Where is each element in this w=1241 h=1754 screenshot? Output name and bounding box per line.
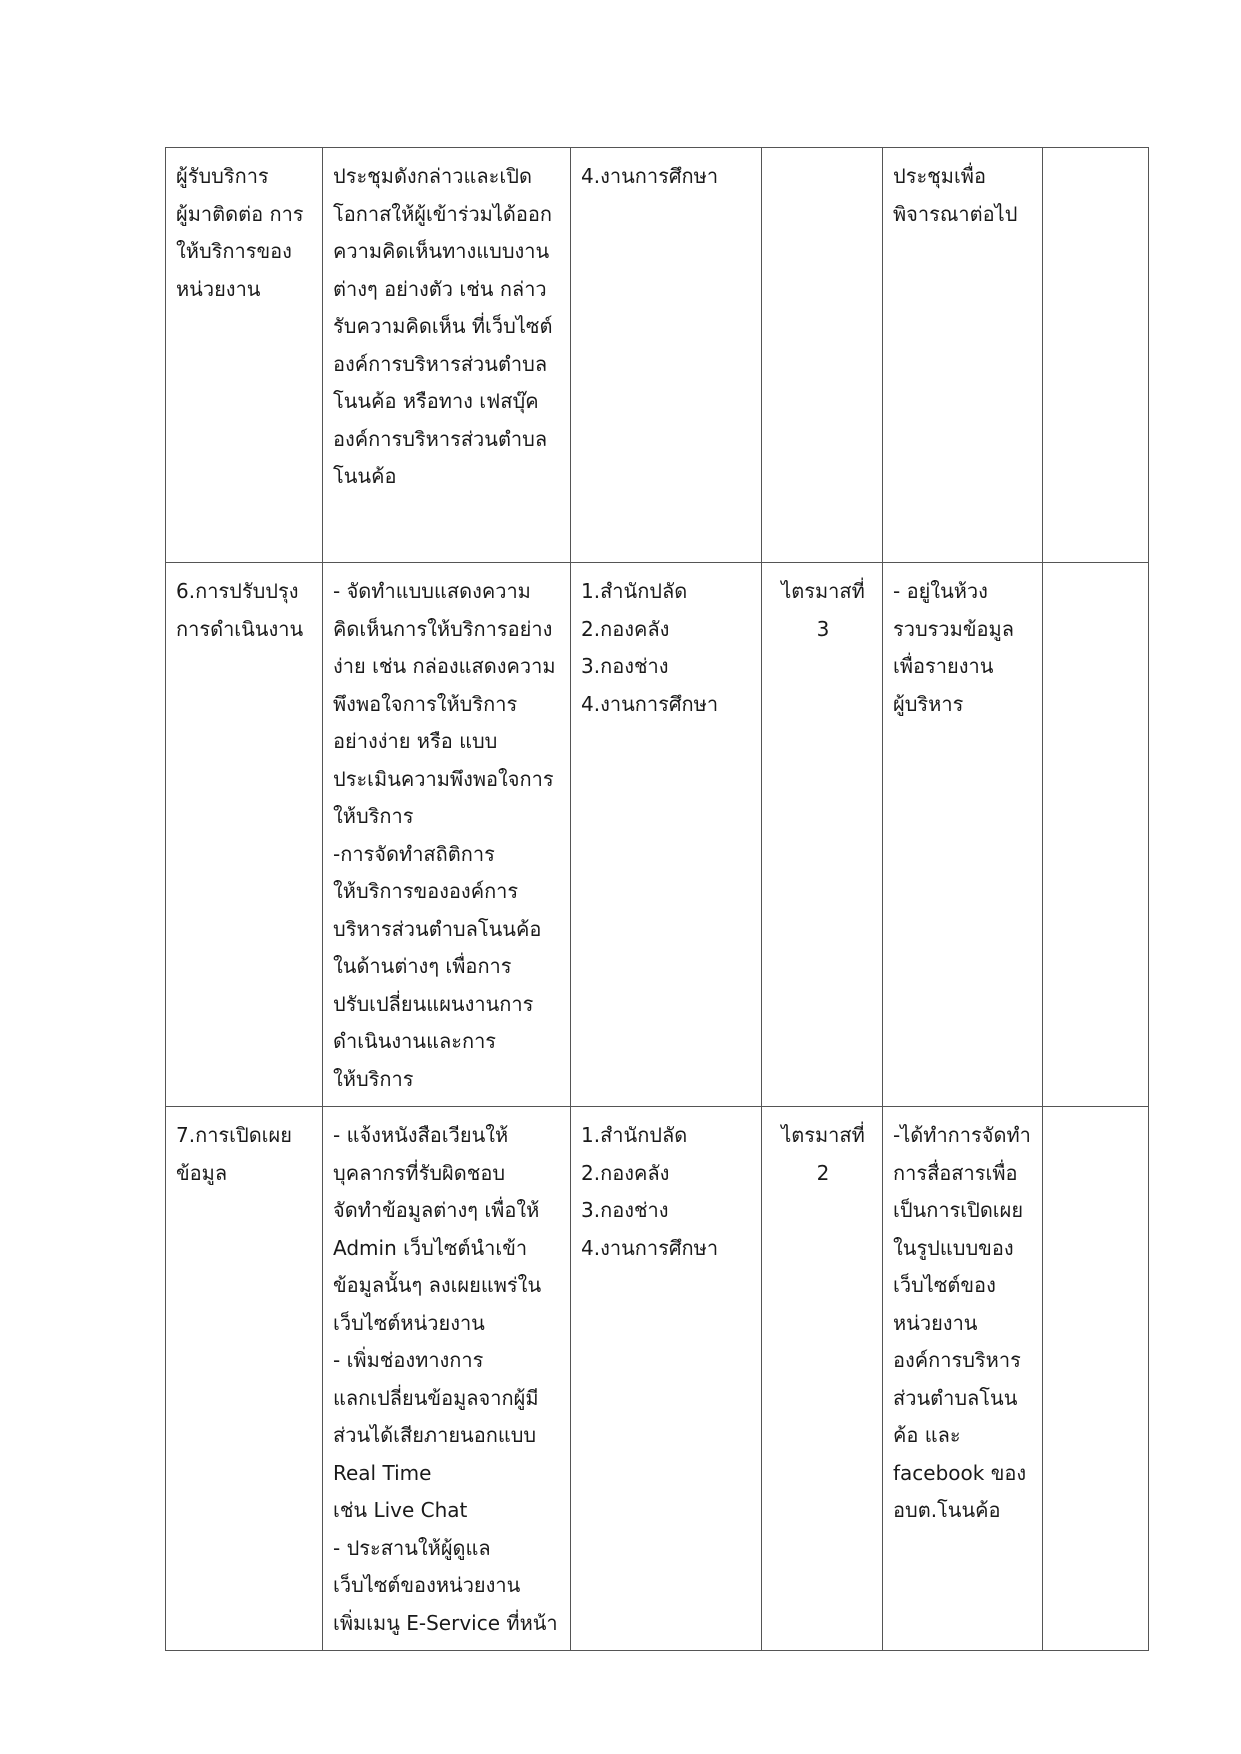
cell-text-line: เว็บไซต์ของหน่วยงาน xyxy=(333,1573,521,1597)
cell-text-line: เช่น Live Chat xyxy=(333,1498,468,1522)
table-row xyxy=(166,148,1149,563)
cell-text-line: 7.การเปิดเผย xyxy=(176,1123,292,1147)
cell-text-line: 4.งานการศึกษา xyxy=(581,164,719,188)
cell-text-line: -ได้ทำการจัดทำ xyxy=(893,1123,1031,1147)
cell-text-line: ผู้บริหาร xyxy=(893,691,964,716)
cell-text-line: 2.กองคลัง xyxy=(581,616,670,641)
cell-text-line: ในรูปแบบของ xyxy=(893,1235,1014,1260)
responsible-unit-cell xyxy=(571,1107,762,1651)
cell-text-line: รวบรวมข้อมูล xyxy=(893,616,1014,641)
cell-text-line: 1.สำนักปลัด xyxy=(581,579,688,603)
cell-text-line: คิดเห็นการให้บริการอย่าง xyxy=(333,616,553,641)
cell-text-line: ให้บริการขององค์การ xyxy=(333,879,519,903)
cell-text-line: 2.กองคลัง xyxy=(581,1160,670,1185)
table-row xyxy=(166,1107,1149,1651)
cell-text-line: ในด้านต่างๆ เพื่อการ xyxy=(333,954,512,978)
cell-text-line: ประเมินความพึงพอใจการ xyxy=(333,766,554,791)
cell-text-line: ผู้รับบริการ xyxy=(176,164,269,188)
cell-text-line: - เพิ่มช่องทางการ xyxy=(333,1348,484,1372)
document-table xyxy=(165,147,1149,1651)
cell-text-line: องค์การบริหารส่วนตำบล xyxy=(333,351,548,376)
cell-text-line: ประชุมเพื่อ xyxy=(893,164,986,188)
cell-text-line: เป็นการเปิดเผย xyxy=(893,1198,1024,1222)
cell-text-line: ค้อ และ xyxy=(893,1423,961,1447)
method-cell xyxy=(323,1107,571,1651)
cell-text-line: 3.กองช่าง xyxy=(581,654,669,678)
cell-text-line: 6.การปรับปรุง xyxy=(176,579,299,603)
cell-text-line: - อยู่ในห้วง xyxy=(893,579,988,603)
cell-text-line: รับความคิดเห็น ที่เว็บไซต์ xyxy=(333,314,553,338)
cell-text-line: 1.สำนักปลัด xyxy=(581,1123,688,1147)
remark-cell xyxy=(1043,563,1149,1107)
cell-text-line: การสื่อสารเพื่อ xyxy=(893,1160,1018,1185)
cell-text-line: อบต.โนนค้อ xyxy=(893,1498,1001,1522)
cell-text-line: ไตรมาสที่ xyxy=(781,579,865,603)
activity-cell xyxy=(166,563,323,1107)
cell-text-line: ง่าย เช่น กล่องแสดงความ xyxy=(333,654,556,678)
cell-text-line: จัดทำข้อมูลต่างๆ เพื่อให้ xyxy=(333,1198,540,1222)
cell-text-line: facebook ของ xyxy=(893,1460,1027,1485)
cell-text-line: โนนค้อ หรือทาง เฟสบุ๊ค xyxy=(333,389,539,413)
activity-cell xyxy=(166,148,323,563)
responsible-unit-cell xyxy=(571,563,762,1107)
result-cell xyxy=(883,148,1043,563)
cell-text-line: บริหารส่วนตำบลโนนค้อ xyxy=(333,916,542,941)
method-cell xyxy=(323,148,571,563)
cell-text-line: โอกาสให้ผู้เข้าร่วมได้ออก xyxy=(333,201,553,226)
cell-text-line: ดำเนินงานและการ xyxy=(333,1029,497,1053)
period-cell xyxy=(762,148,883,563)
cell-text-line: ผู้มาติดต่อ การ xyxy=(176,201,304,226)
cell-text-line: -การจัดทำสถิติการ xyxy=(333,841,495,866)
cell-text-line: ส่วนตำบลโนน xyxy=(893,1385,1018,1410)
cell-text-line: เว็บไซต์หน่วยงาน xyxy=(333,1310,485,1335)
period-cell xyxy=(762,1107,883,1651)
cell-text-line: - แจ้งหนังสือเวียนให้ xyxy=(333,1123,509,1147)
responsible-unit-cell xyxy=(571,148,762,563)
cell-text-line: หน่วยงาน xyxy=(893,1310,978,1335)
cell-text-line: โนนค้อ xyxy=(333,464,397,488)
cell-text-line: ไตรมาสที่ xyxy=(781,1123,865,1147)
method-cell xyxy=(323,563,571,1107)
cell-text-line: แลกเปลี่ยนข้อมูลจากผู้มี xyxy=(333,1385,539,1410)
cell-text-line: - จัดทำแบบแสดงความ xyxy=(333,579,531,603)
cell-text-line: พิจารณาต่อไป xyxy=(893,201,1018,226)
cell-text-line: ให้บริการ xyxy=(333,804,414,828)
cell-text-line: 3 xyxy=(816,616,830,641)
cell-text-line: Admin เว็บไซต์นำเข้า xyxy=(333,1235,528,1260)
cell-text-line: ให้บริการของ xyxy=(176,239,292,263)
remark-cell xyxy=(1043,148,1149,563)
cell-text-line: เพิ่มเมนู E-Service ที่หน้า xyxy=(333,1610,558,1635)
cell-text-line: ต่างๆ อย่างตัว เช่น กล่าว xyxy=(333,276,547,301)
cell-text-line: ให้บริการ xyxy=(333,1066,414,1091)
cell-text-line: บุคลากรที่รับผิดชอบ xyxy=(333,1160,506,1185)
table-row xyxy=(166,563,1149,1107)
cell-text-line: ส่วนได้เสียภายนอกแบบ xyxy=(333,1423,537,1447)
cell-text-line: องค์การบริหาร xyxy=(893,1348,1021,1372)
cell-text-line: อย่างง่าย หรือ แบบ xyxy=(333,729,498,753)
cell-text-line: 4.งานการศึกษา xyxy=(581,1235,719,1260)
cell-text-line: ความคิดเห็นทางแบบงาน xyxy=(333,239,550,263)
cell-text-line: 2 xyxy=(816,1160,830,1185)
cell-text-line: - ประสานให้ผู้ดูแล xyxy=(333,1535,491,1560)
cell-text-line: 4.งานการศึกษา xyxy=(581,691,719,716)
cell-text-line: พึงพอใจการให้บริการ xyxy=(333,691,518,716)
activity-cell xyxy=(166,1107,323,1651)
cell-text-line: 3.กองช่าง xyxy=(581,1198,669,1222)
result-cell xyxy=(883,563,1043,1107)
cell-text-line: ปรับเปลี่ยนแผนงานการ xyxy=(333,991,534,1016)
period-cell xyxy=(762,563,883,1107)
cell-text-line: Real Time xyxy=(333,1460,432,1485)
remark-cell xyxy=(1043,1107,1149,1651)
cell-text-line: หน่วยงาน xyxy=(176,276,261,301)
result-cell xyxy=(883,1107,1043,1651)
cell-text-line: ประชุมดังกล่าวและเปิด xyxy=(333,164,532,188)
cell-text-line: องค์การบริหารส่วนตำบล xyxy=(333,426,548,451)
cell-text-line: ข้อมูล xyxy=(176,1160,228,1185)
cell-text-line: การดำเนินงาน xyxy=(176,616,304,641)
cell-text-line: เว็บไซต์ของ xyxy=(893,1273,996,1297)
cell-text-line: เพื่อรายงาน xyxy=(893,654,994,678)
cell-text-line: ข้อมูลนั้นๆ ลงเผยแพร่ใน xyxy=(333,1273,542,1297)
